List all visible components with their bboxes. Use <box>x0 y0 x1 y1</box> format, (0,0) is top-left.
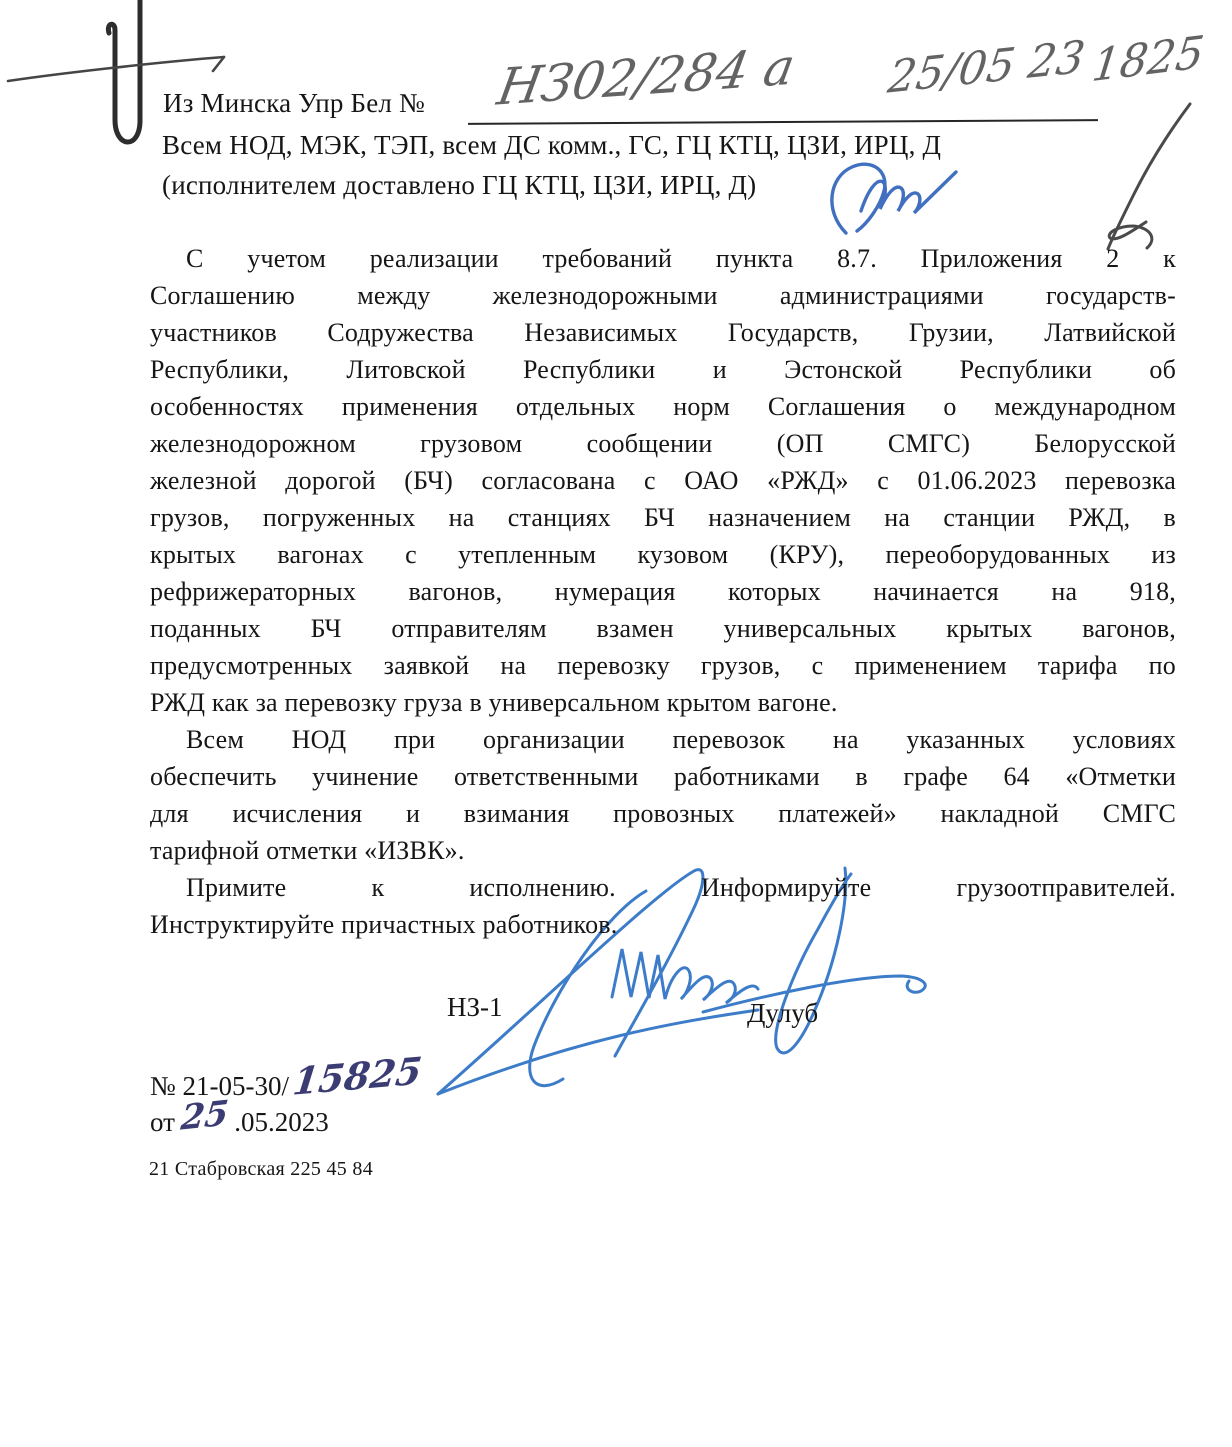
executor-contact: 21 Стабровская 225 45 84 <box>149 1158 374 1180</box>
pencil-paraph-icon <box>1108 104 1190 249</box>
date-suffix: .05.2023 <box>234 1107 329 1137</box>
handwritten-day: 25 <box>178 1093 231 1139</box>
pencil-stroke-icon <box>8 57 224 81</box>
text-line: Примите к исполнению. Информируйте грузоотправителей. <box>186 873 1176 902</box>
paragraph <box>150 869 1176 943</box>
reference-number-label: № 21-05-30/ <box>150 1071 289 1101</box>
text-line: рефрижераторных вагонов, нумерация которых начинается на 918, <box>150 577 1176 606</box>
text-line: обеспечить учинение ответственными работниками в графе 64 «Отметки <box>150 762 1176 791</box>
text-line: предусмотренных заявкой на перевозку грузов, с применением тарифа по <box>150 651 1176 680</box>
text-line: тарифной отметки «ИЗВК». <box>150 836 465 865</box>
reference-date-line <box>150 1093 329 1140</box>
text-line: грузов, погруженных на станциях БЧ назначением на станции РЖД, в <box>150 503 1176 532</box>
paragraph <box>150 721 1176 869</box>
handwritten-outgoing-number: 15825 <box>290 1048 425 1104</box>
date-prefix: от <box>150 1107 175 1137</box>
letter-body <box>150 240 1176 943</box>
from-line-label: Из Минска Упр Бел № <box>163 88 425 118</box>
text-line: участников Содружества Независимых Государств, Грузии, Латвийской <box>150 318 1176 347</box>
handwritten-registration-number: НЗ02/284 а <box>493 37 800 117</box>
text-line: для исчисления и взимания провозных платежей» накладной СМГС <box>150 799 1176 828</box>
signer-name: Дулуб <box>747 998 819 1028</box>
fill-in-underline <box>468 119 1098 125</box>
text-line: железной дорогой (БЧ) согласована с ОАО «РЖД» с 01.06.2023 перевозка <box>150 466 1176 495</box>
handwritten-date-mark: 25/05 23 <box>884 31 1088 104</box>
text-line: РЖД как за перевозку груза в универсальном крытом вагоне. <box>150 688 838 717</box>
paperclip-icon <box>108 0 140 142</box>
text-line: крытых вагонах с утепленным кузовом (КРУ), переоборудованных из <box>150 540 1176 569</box>
text-line: поданных БЧ отправителям взамен универсальных крытых вагонов, <box>150 614 1176 643</box>
paragraph <box>150 240 1176 721</box>
handwritten-time-mark: 1825 <box>1089 26 1207 93</box>
delivered-note: (исполнителем доставлено ГЦ КТЦ, ЦЗИ, ИРЦ, Д) <box>162 170 757 200</box>
addressees-line: Всем НОД, МЭК, ТЭП, всем ДС комм., ГС, ГЦ КТЦ, ЦЗИ, ИРЦ, Д <box>162 130 942 160</box>
text-line: Инструктируйте причастных работников. <box>150 910 618 939</box>
text-line: железнодорожном грузовом сообщении (ОП СМГС) Белорусской <box>150 429 1176 458</box>
text-line: С учетом реализации требований пункта 8.7. Приложения 2 к <box>186 244 1176 273</box>
text-line: Соглашению между железнодорожными администрациями государств- <box>150 281 1176 310</box>
text-line: Республики, Литовской Республики и Эстонской Республики об <box>150 355 1176 384</box>
text-line: особенностях применения отдельных норм Соглашения о международном <box>150 392 1176 421</box>
text-line: Всем НОД при организации перевозок на указанных условиях <box>186 725 1176 754</box>
blue-initials-paraph-icon <box>832 164 956 233</box>
signer-position: НЗ-1 <box>447 992 503 1022</box>
